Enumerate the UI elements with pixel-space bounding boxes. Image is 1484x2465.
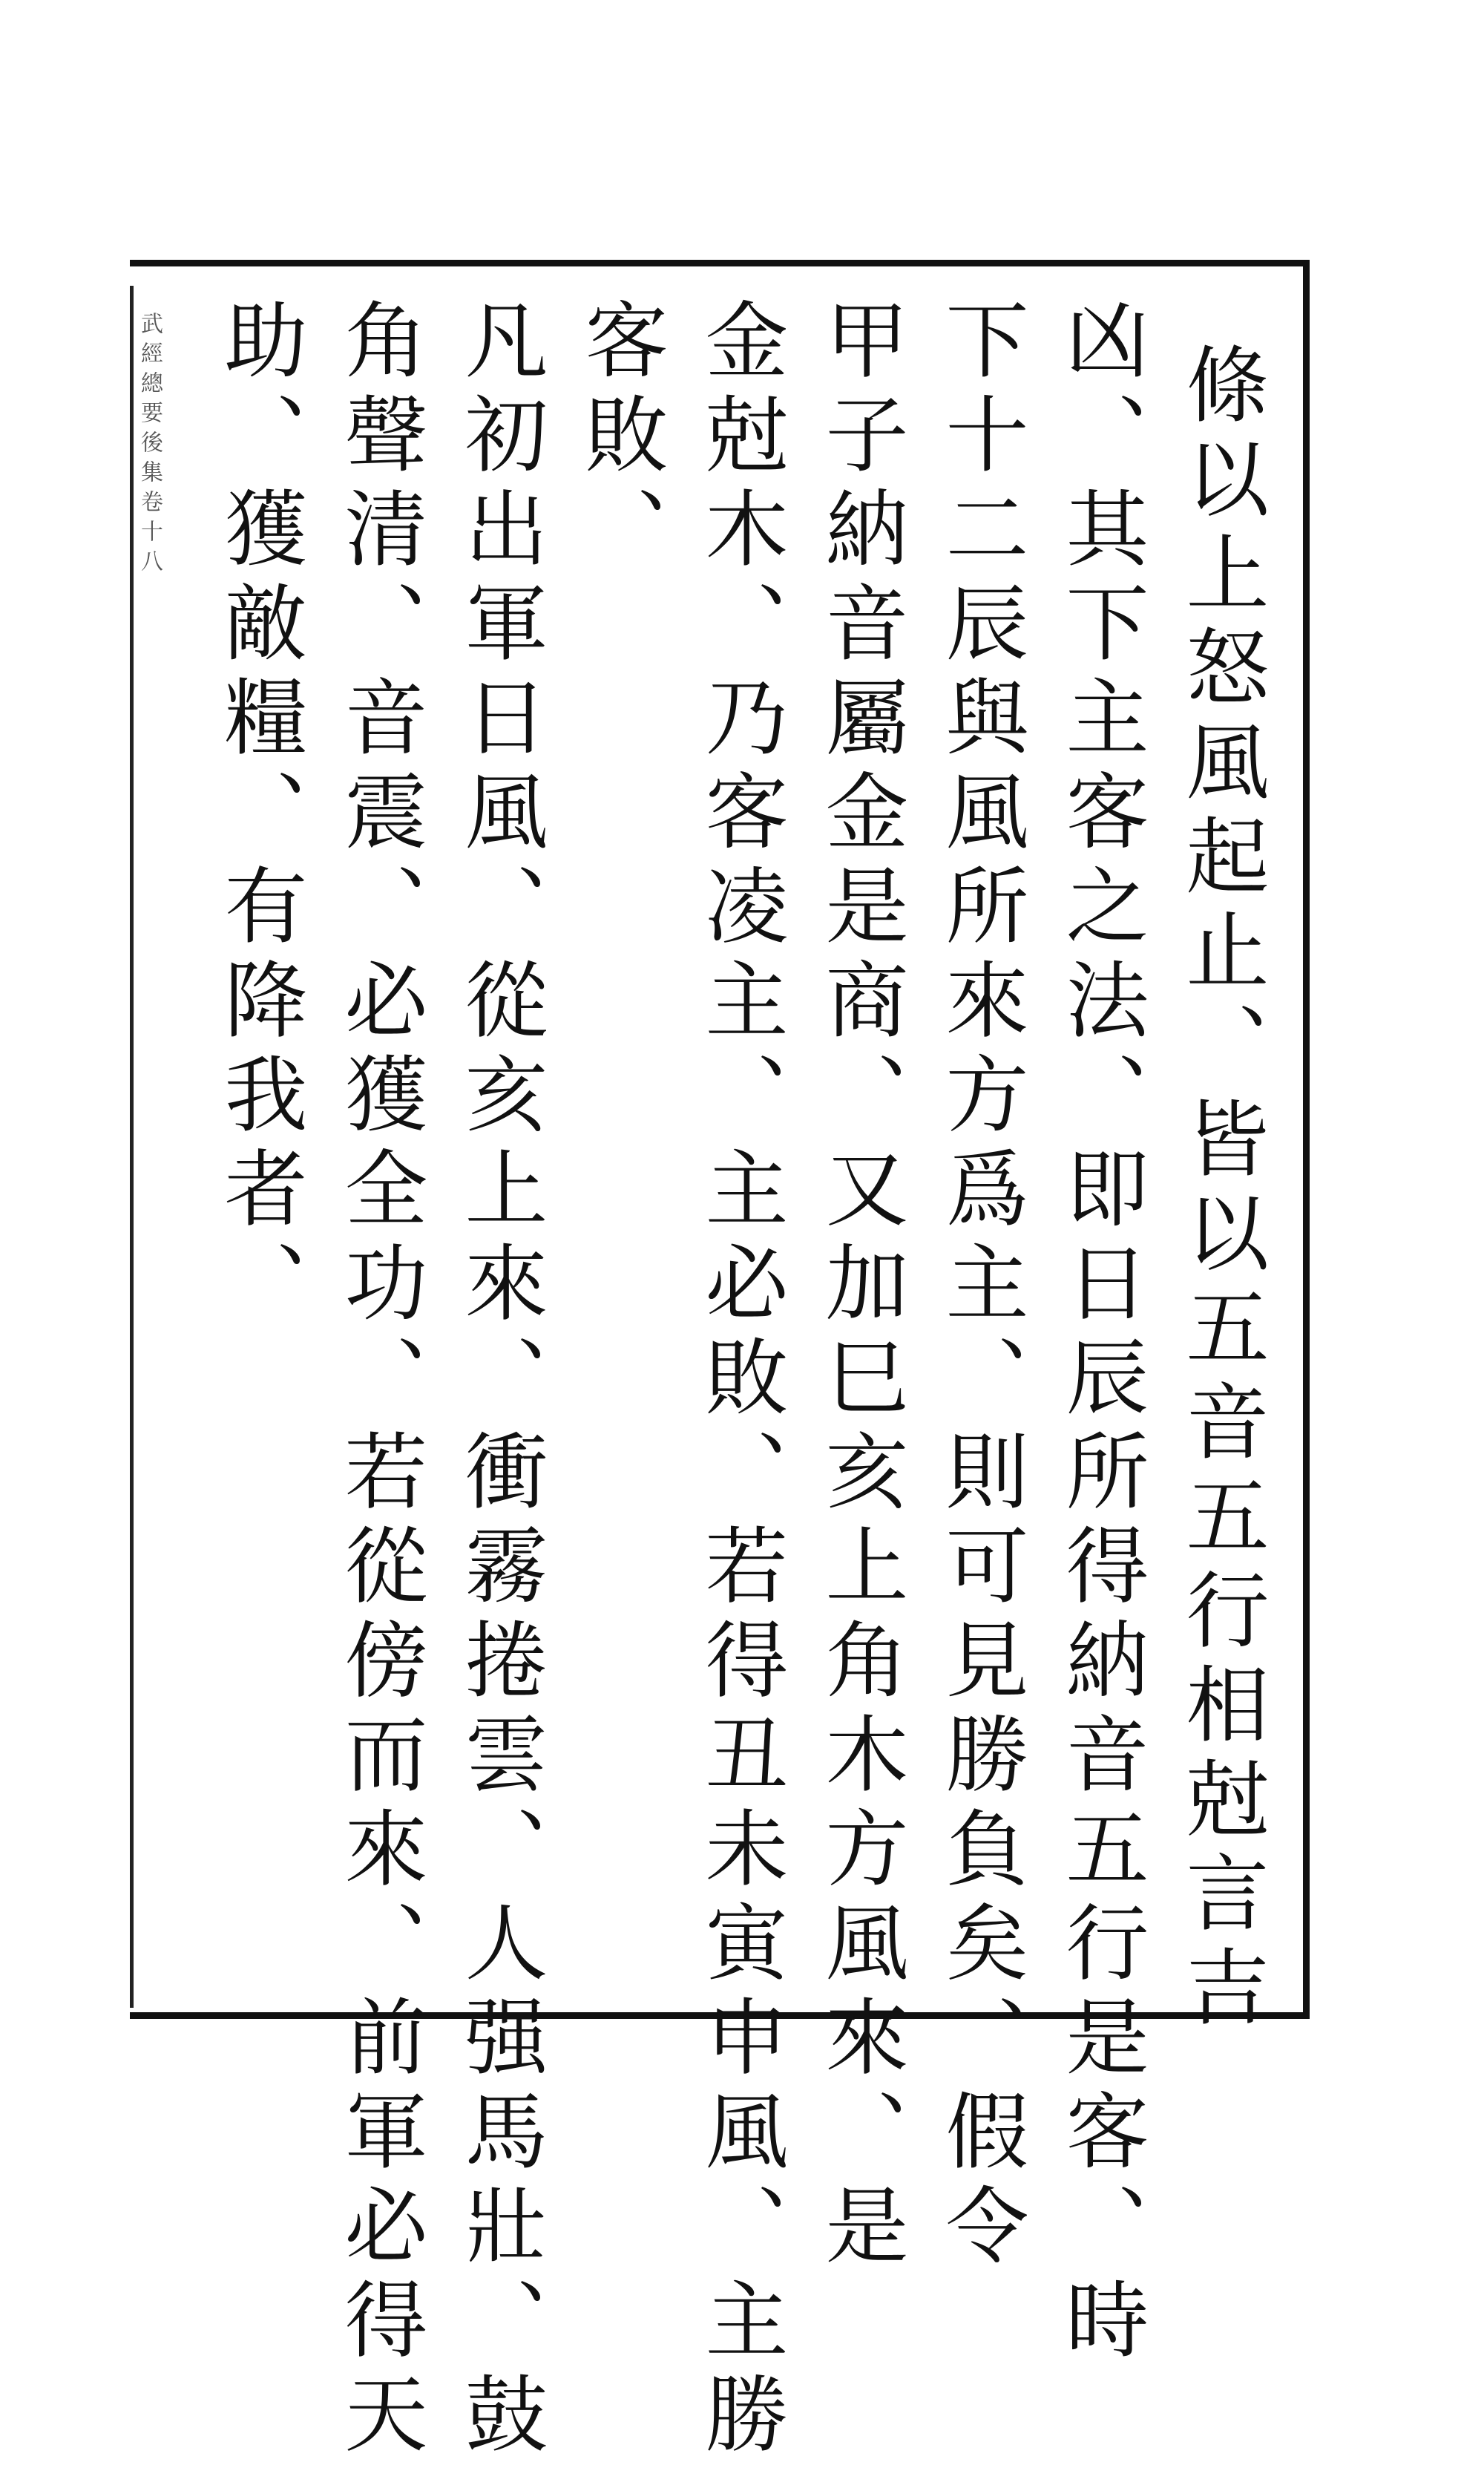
text-column: 金尅木、乃客凌主、主必敗、若得丑未寅申風、主勝 (692, 297, 788, 2465)
text-column: 凡初出軍日風、從亥上來、衝霧捲雲、人强馬壯、鼓 (451, 297, 548, 2465)
fold-margin-text: 武經總要後集卷十八 (137, 312, 162, 579)
text-column: 凶、其下主客之法、即日辰所得納音五行是客、時 (1052, 297, 1149, 2371)
text-column: 條以上怒風起止、皆以五音五行相尅言吉 (1172, 341, 1269, 2038)
text-column: 助、獲敵糧、有降我者、 (211, 297, 307, 1334)
text-column: 下十二辰與風所來方爲主、則可見勝負矣、假令 (932, 297, 1028, 2276)
text-column: 甲子納音屬金是商、又加巳亥上角木方風來、是 (812, 297, 908, 2276)
text-column: 角聲清、音震、必獲全功、若從傍而來、前軍必得天 (331, 297, 427, 2465)
text-column: 客敗、 (571, 297, 668, 580)
